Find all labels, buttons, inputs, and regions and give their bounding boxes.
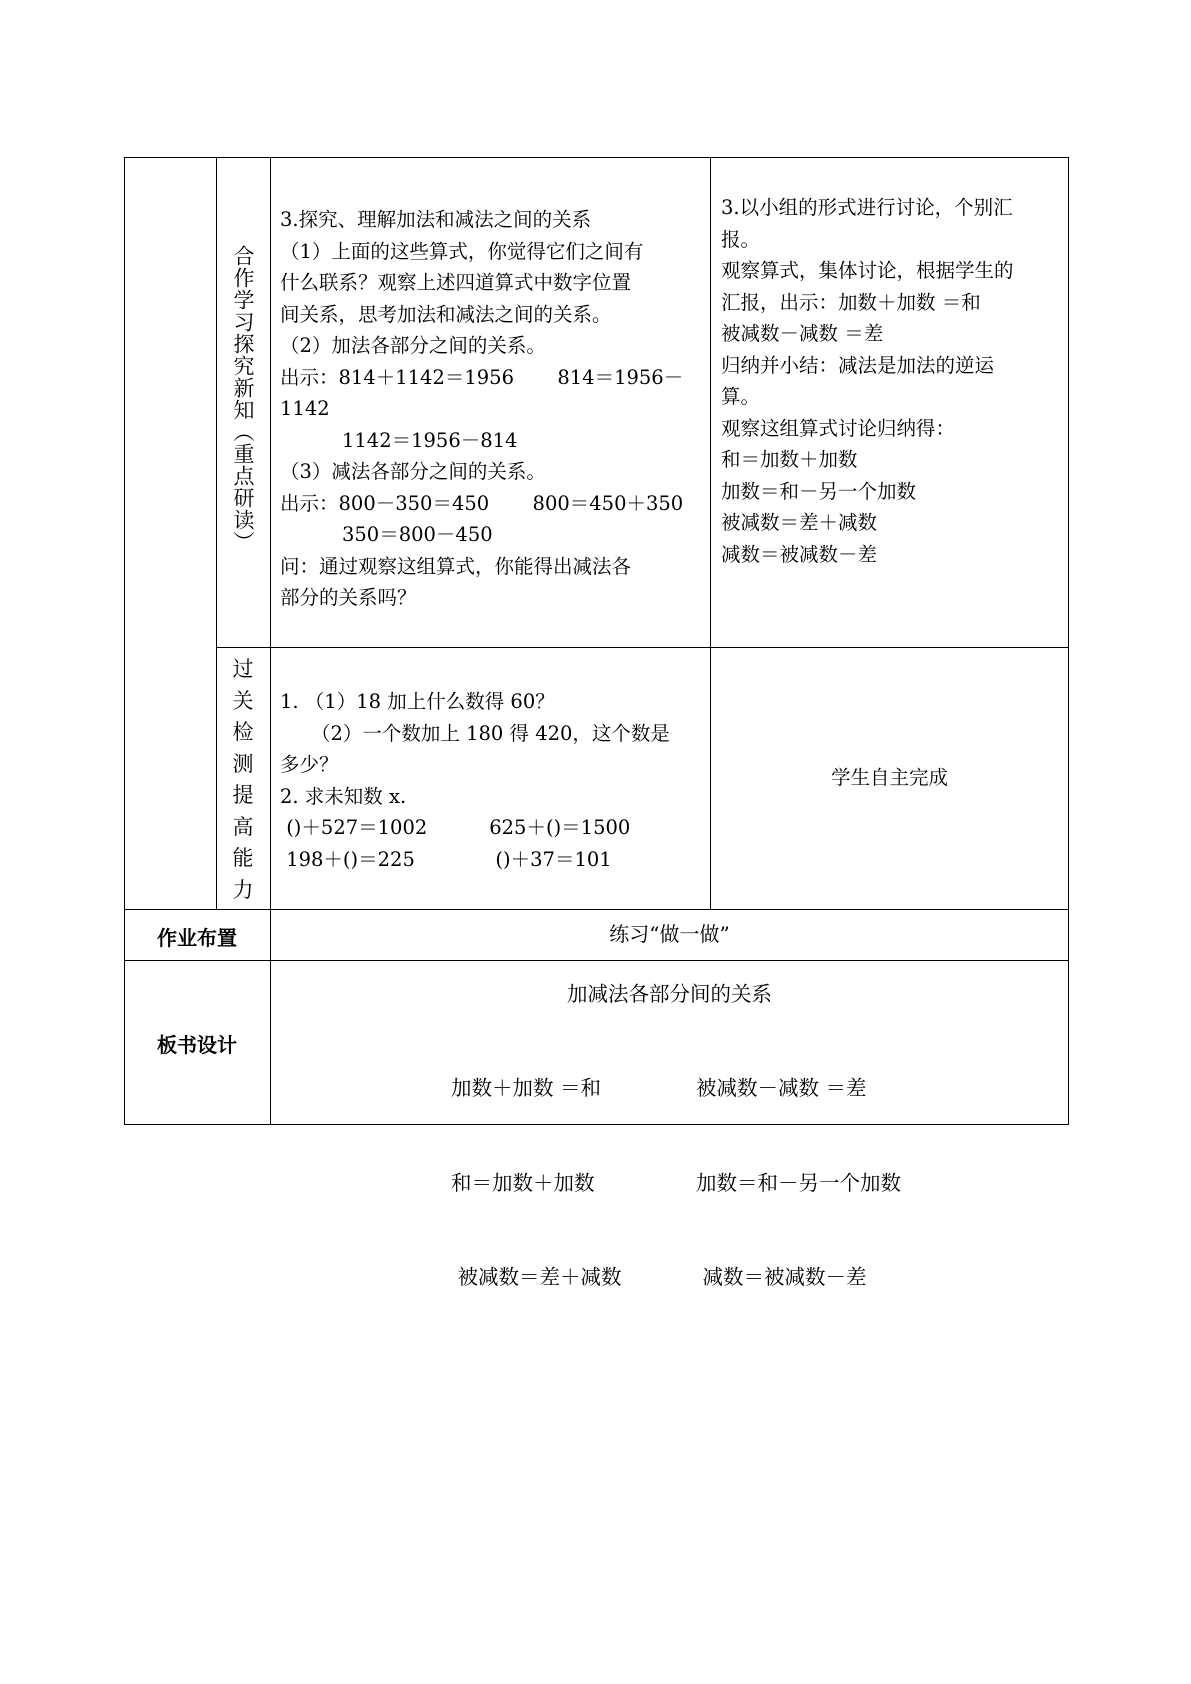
student-activity-cooperative [721,192,1066,570]
label-char: 过 [232,657,254,681]
text-line: 出示：814＋1142＝1956 814＝1956－ [280,365,684,389]
board-design-title: 加减法各部分间的关系 [567,982,772,1006]
label-char: 关 [232,688,254,713]
text-line: 被减数＝差＋减数 [721,511,878,534]
row-divider-board [124,960,1069,961]
text-line: （2）加法各部分之间的关系。 [280,334,546,357]
teacher-activity-cooperative [280,204,710,614]
text-line: 2. 求未知数 x. [280,784,407,808]
label-char: 高 [232,814,254,839]
text-line: （1）上面的这些算式，你觉得它们之间有 [280,239,644,263]
row-divider-check [216,647,1069,648]
board-line: 加数＝和－另一个加数 [696,1170,901,1195]
text-line: 汇报，出示：加数＋加数 ＝和 [721,290,981,314]
board-line: 减数＝被减数－差 [696,1265,867,1289]
student-activity-check: 学生自主完成 [830,766,948,789]
text-line: 减数＝被减数－差 [721,542,878,566]
section-label-cooperative: 合作学习探究新知（重点研读） [231,245,255,553]
section-label-check [216,654,270,906]
row-divider-homework [124,909,1069,910]
text-line: 198＋()＝225 ()＋37＝101 [280,847,612,871]
text-line: 被减数－减数 ＝差 [721,322,884,345]
text-line: 报。 [721,227,761,251]
label-char: 测 [232,751,254,776]
text-line: ()＋527＝1002 625＋()＝1500 [280,816,631,839]
text-line: 1. （1）18 加上什么数得 60？ [280,690,555,713]
teacher-activity-check [280,686,710,875]
label-char: 检 [232,720,254,744]
table-border-left [124,157,125,1125]
lesson-plan-table [124,157,1069,1289]
label-char: 能 [232,846,254,870]
table-border-top [124,157,1069,158]
text-line: 算。 [721,385,761,408]
board-design-left [451,1010,622,1357]
text-line: 间关系，思考加法和减法之间的关系。 [280,302,612,326]
label-char: 提 [232,783,254,807]
text-line: 部分的关系吗？ [280,586,417,609]
text-line: 3.探究、理解加法和减法之间的关系 [280,208,592,231]
homework-label: 作业布置 [157,926,237,950]
homework-content: 练习“做一做” [609,922,730,946]
text-line: 出示：800－350＝450 800＝450＋350 [280,491,684,515]
text-line: 多少？ [280,753,339,776]
board-line: 和＝加数＋加数 [451,1170,595,1195]
text-line: 观察这组算式讨论归纳得： [721,416,956,440]
table-border-right [1068,157,1069,1125]
text-line: 观察算式，集体讨论，根据学生的 [721,259,1014,282]
text-line: 归纳并小结：减法是加法的逆运 [721,353,995,377]
text-line: 什么联系？观察上述四道算式中数字位置 [280,271,632,294]
board-design-right [696,1010,901,1357]
board-design-label: 板书设计 [157,1033,237,1057]
text-line: （3）减法各部分之间的关系。 [280,460,546,483]
board-line: 加数＋加数 ＝和 [451,1076,602,1100]
label-char: 力 [232,877,254,902]
text-line: 加数＝和－另一个加数 [721,479,917,503]
col-divider-student [710,157,711,909]
text-line: 问：通过观察这组算式，你能得出减法各 [280,554,632,578]
text-line: 和＝加数＋加数 [721,448,858,471]
text-line: 3.以小组的形式进行讨论，个别汇 [721,196,1013,219]
text-line: 1142＝1956－814 [280,428,518,452]
board-line: 被减数－减数 ＝差 [696,1076,867,1100]
text-line: 350＝800－450 [280,523,493,546]
text-line: （2）一个数加上 180 得 420，这个数是 [280,721,670,745]
text-line: 1142 [280,397,330,420]
board-line: 被减数＝差＋减数 [451,1265,622,1289]
